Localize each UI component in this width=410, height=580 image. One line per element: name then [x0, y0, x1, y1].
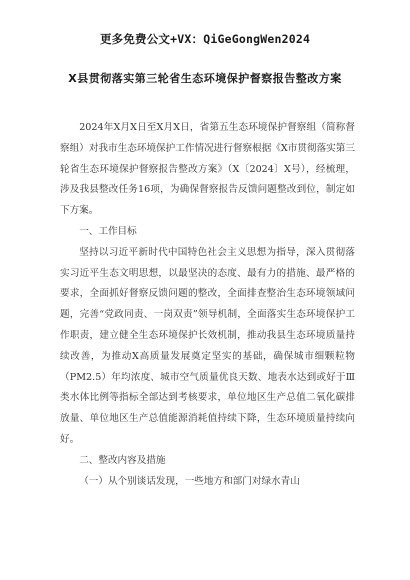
section-heading-measures: 二、整改内容及措施: [79, 454, 166, 466]
document-title: X县贯彻落实第三轮省生态环境保护督察报告整改方案: [68, 72, 342, 85]
measures-subheading-paragraph: （一）从个别谈话发现，一些地方和部门对绿水青山: [79, 475, 300, 487]
document-body: [60, 118, 355, 492]
section-heading-goals: 一、工作目标: [79, 225, 137, 237]
intro-paragraph: 2024年X月X日至X月X日，省第五生态环境保护督察组（简称督察组）对我市生态环境保护工作情况进行督察根据《X市贯彻落实第三轮省生态环境保护督察报告整改方案》（X〔2024〕X号），经梳理，涉及我县整改任务16项，为确保督察报告反馈问题整改到位，制定如下方案。: [60, 122, 355, 217]
goals-paragraph: 坚持以习近平新时代中国特色社会主义思想为指导，深入贯彻落实习近平生态文明思想，以最坚决的态度、最有力的措施、最严格的要求，全面抓好督察反馈问题的整改，全面排查整治生态环境领域问题，完善“党政同责、一岗双责”领导机制，全面落实生态环境保护工作职责，建立健全生态环境保护长效机制，推动我县生态环境质量持续改善，为推动X高质量发展奠定坚实的基础，确保城市细颗粒物（PM2.5）年均浓度、城市空气质量优良天数、地表水达到或好于Ⅲ类水体比例等指标全部达到考核要求，单位地区生产总值二氧化碳排放量、单位地区生产总值能源消耗值持续下降，生态环境质量持续向好。: [60, 246, 355, 445]
promo-header: 更多免费公文+VX：QiGeGongWen2024: [99, 32, 311, 46]
